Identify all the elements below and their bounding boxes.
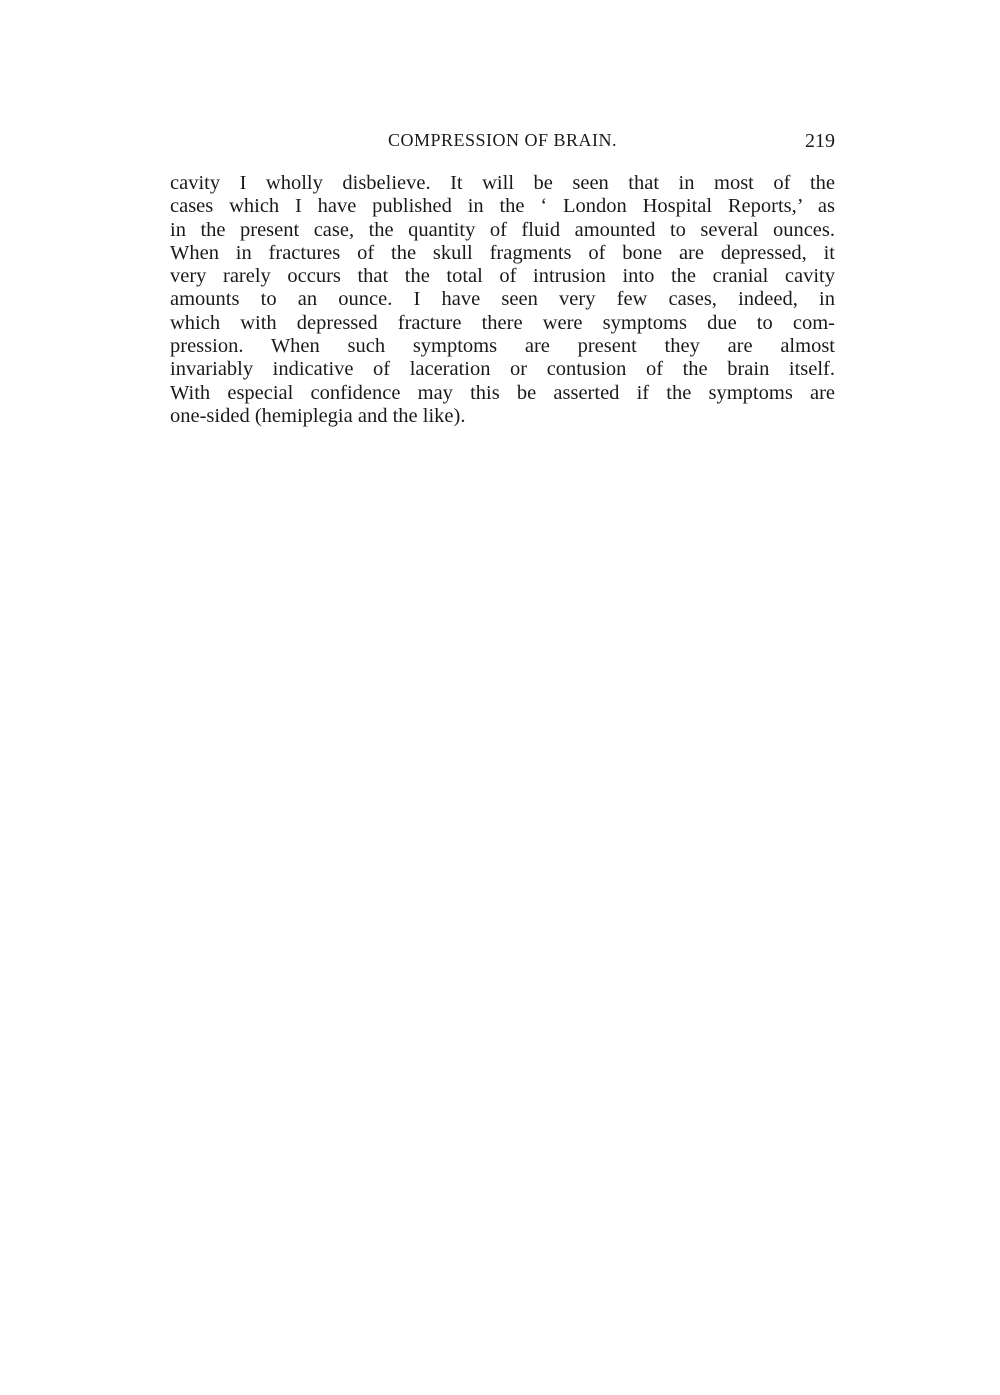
text-line: one-sided (hemiplegia and the like). xyxy=(170,404,466,427)
running-title: COMPRESSION OF BRAIN. xyxy=(387,130,618,150)
text-line: cavity I wholly disbelieve. It will be seen that in most of the xyxy=(170,172,835,194)
running-head xyxy=(170,130,835,158)
text-line: cases which I have published in the ‘ London Hospital Reports,’ as xyxy=(170,195,835,218)
body-paragraph xyxy=(170,172,835,428)
text-line: When in fractures of the skull fragments of bone are depressed, it xyxy=(170,241,835,264)
text-line: which with depressed fracture there were symptoms due to com- xyxy=(170,311,835,334)
text-line: amounts to an ounce. I have seen very few cases, indeed, in xyxy=(170,288,835,311)
text-line: very rarely occurs that the total of intrusion into the cranial cavity xyxy=(170,265,835,288)
text-line: invariably indicative of laceration or contusion of the brain itself. xyxy=(170,358,835,381)
page-number: 219 xyxy=(805,130,835,152)
text-line: With especial confidence may this be asserted if the symptoms are xyxy=(170,381,835,404)
text-line: pression. When such symptoms are present they are almost xyxy=(170,335,835,358)
text-line: in the present case, the quantity of fluid amounted to several ounces. xyxy=(170,218,835,241)
